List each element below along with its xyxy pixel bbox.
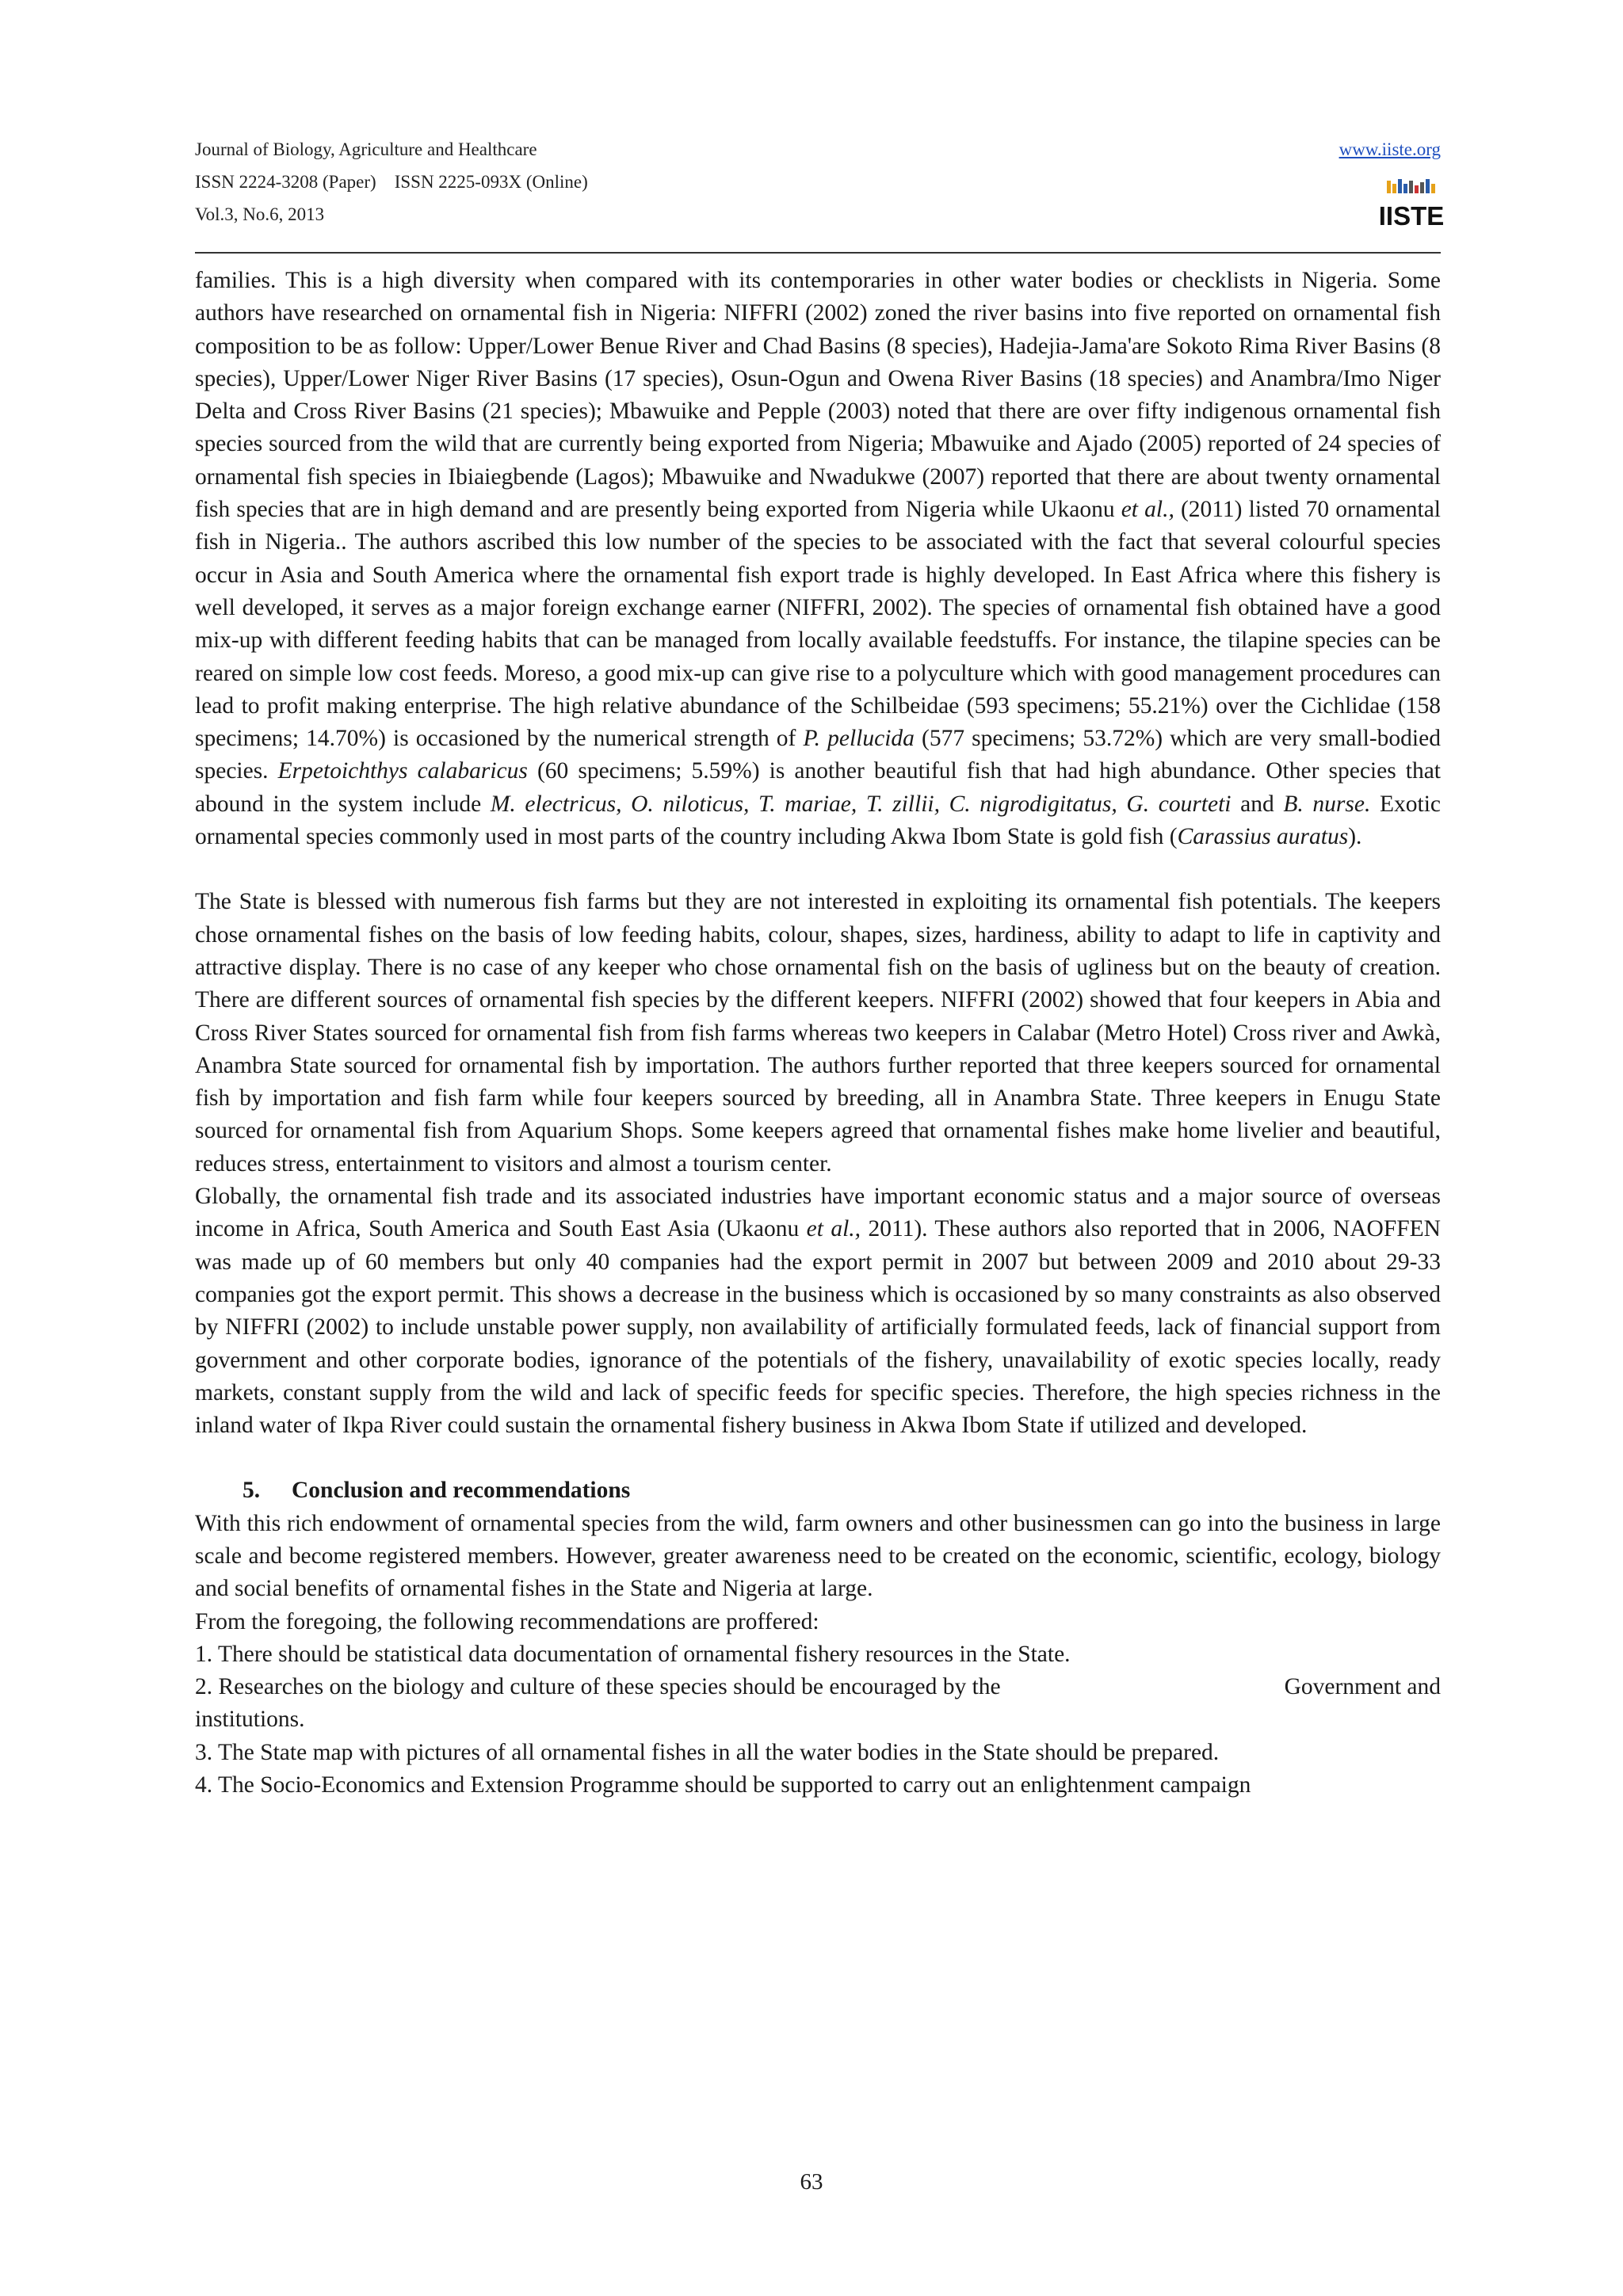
recommendation-3: 3. The State map with pictures of all ornamental fishes in all the water bodies in the State should be prepared. (195, 1739, 1220, 1765)
italic-run: P. pellucida (803, 726, 915, 752)
paragraph-2 (195, 886, 1441, 1180)
paragraph-4: With this rich endowment of ornamental species from the wild, farm owners and other businessmen can go into the business in large scale and become registered members. However, greater awareness need to be created on the economic, scientific, ecology, biology and social benefits of ornamental fishes in the State and Nigeria at large. (195, 1510, 1441, 1602)
text-run: and (1231, 791, 1284, 817)
header-rule (195, 252, 1441, 254)
italic-run: M. electricus, O. niloticus, T. mariae, T. zillii, C. nigrodigitatus, G. courteti (490, 791, 1232, 817)
text-run: 2011). These authors also reported that in 2006, NAOFFEN was made up of 60 members but only 40 companies had the export permit in 2007 but between 2009 and 2010 about 29-33 companies got the export permit. This shows a decrease in the business which is occasioned by so many constraints as also observed by NIFFRI (2002) to include unstable power supply, non availability of artificially formulated feeds, lack of financial support from government and other corporate bodies, ignorance of the potentials of the fishery, unavailability of exotic species locally, ready markets, constant supply from the wild and lack of specific feeds for specific species. Therefore, the high species richness in the inland water of Ikpa River could sustain the ornamental fishery business in Akwa Ibom State if utilized and developed. (195, 1216, 1441, 1439)
intro-recommendations: From the foregoing, the following recommendations are proffered: (195, 1608, 819, 1634)
text-run: families. This is a high diversity when compared with its contemporaries in other water bodies or checklists in Nigeria. Some authors have researched on ornamental fish in Nigeria: NIFFRI (2002) zoned the river basins into five reported on ornamental fish composition to be as follow: Upper/Lower Benue River and Chad Basins (8 species), Hadejia-Jama'are Sokoto Rima River Basins (8 species), Upper/Lower Niger River Basins (17 species), Osun-Ogun and Owena River Basins (18 species) and Anambra/Imo Niger Delta and Cross River Basins (21 species); Mbawuike and Pepple (2003) noted that there are over fifty indigenous ornamental fish species sourced from the wild that are currently being exported from Nigeria; Mbawuike and Ajado (2005) reported of 24 species of ornamental fish species in Ibiaiegbende (Lagos); Mbawuike and Nwadukwe (2007) reported that there are about twenty ornamental fish species that are in high demand and are presently being exported from Nigeria while Ukaonu (195, 268, 1441, 523)
italic-run: B. nurse. (1283, 791, 1371, 817)
text-run: Globally, the ornamental fish trade and its associated industries have important economic status and a major source of overseas income in Africa, South America and South East Asia (Ukaonu (195, 1184, 1441, 1242)
text-run: ). (1348, 824, 1362, 850)
svg-text:IISTE: IISTE (1378, 201, 1445, 231)
text-run: The State is blessed with numerous fish farms but they are not interested in exploiting its ornamental fish potentials. The keepers chose ornamental fishes on the basis of low feeding habits, colour, shapes, sizes, hardiness, ability to adapt to life in captivity and attractive display. There is no case of any keeper who chose ornamental fish on the basis of ugliness but on the beauty of creation. There are different sources of ornamental fish species by the different keepers. NIFFRI (2002) showed that four keepers in Abia and Cross River States sourced for ornamental fish from fish farms whereas two keepers in Calabar (Metro Hotel) Cross river and Awkà, Anambra State sourced for ornamental fish by importation. The authors further reported that three keepers sourced for ornamental fish by importation and fish farm while four keepers sourced by breeding, all in Anambra State. Three keepers in Enugu State sourced for ornamental fish from Aquarium Shops. Some keepers agreed that ornamental fishes make home livelier and beautiful, reduces stress, entertainment to visitors and almost a tourism center. (195, 889, 1441, 1177)
recommendation-2 (195, 1671, 1441, 1703)
paragraph-gap (195, 853, 1441, 886)
text-run: (577 specimens; 53.72%) which are very small-bodied species. (195, 726, 1441, 784)
recommendation-2-text: 2. Researches on the biology and culture of these species should be encouraged by the (195, 1674, 1001, 1700)
italic-run: et al., (806, 1216, 861, 1242)
section-number: 5. (242, 1478, 261, 1504)
text-run: (2011) listed 70 ornamental fish in Nigeria.. The authors ascribed this low number of the species to be associated with the fact that several colourful species occur in Asia and South America where the ornamental fish export trade is highly developed. In East Africa where this fishery is well developed, it serves as a major foreign exchange earner (NIFFRI, 2002). The species of ornamental fish obtained have a good mix-up with different feeding habits that can be managed from locally available feedstuffs. For instance, the tilapine species can be reared on simple low cost feeds. Moreso, a good mix-up can give rise to a polyculture which with good management procedures can lead to profit making enterprise. The high relative abundance of the Schilbeidae (593 specimens; 55.21%) over the Cichlidae (158 specimens; 14.70%) is occasioned by the numerical strength of (195, 497, 1441, 752)
recommendation-1: 1. There should be statistical data documentation of ornamental fishery resources in the State. (195, 1641, 1071, 1667)
italic-run: et al., (1121, 497, 1174, 523)
iiste-logo-icon (1378, 177, 1445, 233)
section-title: Conclusion and recommendations (292, 1478, 631, 1504)
volume-line: Vol.3, No.6, 2013 (195, 204, 325, 224)
issn-line: ISSN 2224-3208 (Paper) ISSN 2225-093X (Online) (195, 172, 588, 192)
text-run: (60 specimens; 5.59%) is another beautiful fish that had high abundance. Other species that abound in the system include (195, 758, 1442, 817)
text-run: Exotic ornamental species commonly used in most parts of the country including Akwa Ibom State is gold fish ( (195, 791, 1441, 850)
section-heading (195, 1474, 1441, 1507)
iiste-logo (1378, 177, 1445, 233)
recommendation-4: 4. The Socio-Economics and Extension Programme should be supported to carry out an enlightenment campaign (195, 1772, 1251, 1798)
journal-title: Journal of Biology, Agriculture and Healthcare (195, 139, 537, 159)
page-number: 63 (800, 2169, 823, 2195)
italic-run: Erpetoichthys calabaricus (277, 758, 528, 784)
recommendation-2-tail: Government and (1284, 1674, 1441, 1700)
paragraph-1 (195, 265, 1441, 853)
recommendation-2-continuation: institutions. (195, 1707, 305, 1733)
article-body (195, 265, 1441, 1802)
paragraph-3 (195, 1180, 1441, 1442)
website-link[interactable]: www.iiste.org (1338, 139, 1441, 159)
italic-run: Carassius auratus (1177, 824, 1349, 850)
paragraph-gap (195, 1442, 1441, 1474)
page-header (195, 133, 1445, 252)
